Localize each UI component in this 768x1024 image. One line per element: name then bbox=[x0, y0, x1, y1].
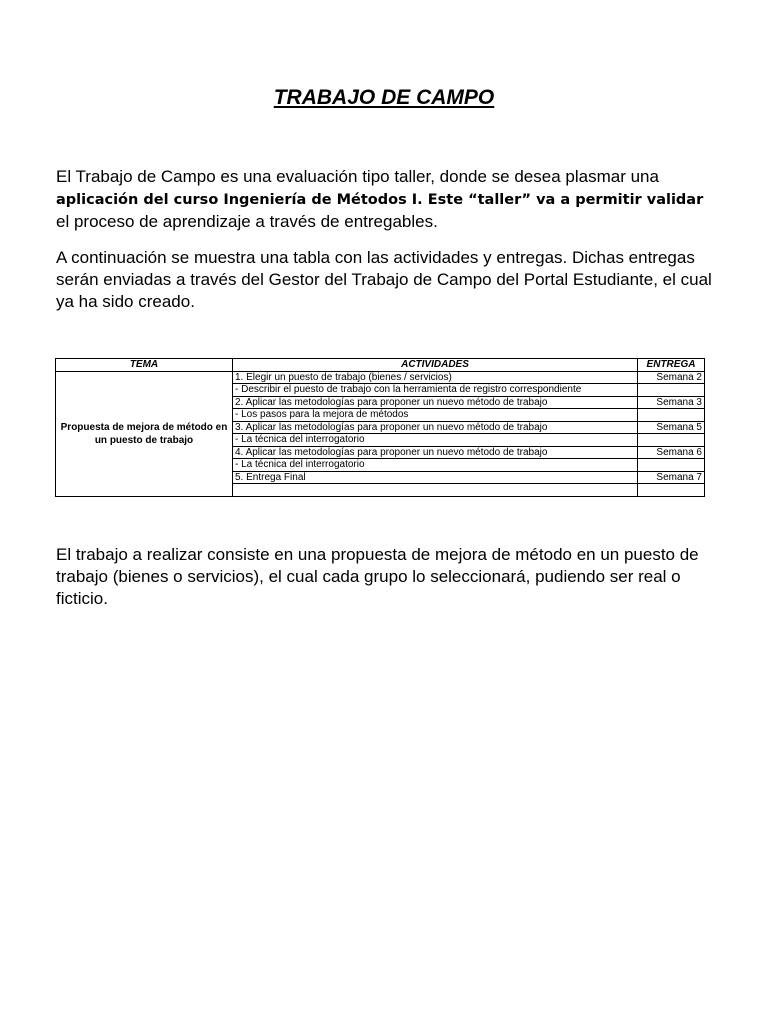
table-row bbox=[56, 371, 705, 384]
tema-cell: Propuesta de mejora de método en un puesto de trabajo bbox=[56, 371, 233, 496]
intro-text-1: El Trabajo de Campo es una evaluación tipo taller, donde se desea plasmar una bbox=[56, 167, 659, 186]
page-title: TRABAJO DE CAMPO bbox=[273, 86, 495, 109]
header-entrega: ENTREGA bbox=[638, 359, 705, 372]
intro-paragraph bbox=[56, 166, 716, 233]
actividad-cell bbox=[233, 484, 638, 497]
entrega-cell bbox=[638, 409, 705, 422]
closing-paragraph: El trabajo a realizar consiste en una propuesta de mejora de método en un puesto de trabajo (bienes o servicios), el cual cada grupo lo seleccionará, pudiendo ser real o ficticio. bbox=[56, 545, 699, 608]
entrega-cell bbox=[638, 459, 705, 472]
entrega-cell bbox=[638, 384, 705, 397]
actividad-cell: - La técnica del interrogatorio bbox=[233, 434, 638, 447]
entrega-cell: Semana 2 bbox=[638, 371, 705, 384]
actividad-cell: 4. Aplicar las metodologías para proponer un nuevo método de trabajo bbox=[233, 446, 638, 459]
entrega-cell: Semana 7 bbox=[638, 471, 705, 484]
entrega-cell bbox=[638, 434, 705, 447]
header-actividades: ACTIVIDADES bbox=[233, 359, 638, 372]
actividad-cell: - Describir el puesto de trabajo con la herramienta de registro correspondiente bbox=[233, 384, 638, 397]
actividad-cell: 5. Entrega Final bbox=[233, 471, 638, 484]
entrega-cell: Semana 3 bbox=[638, 396, 705, 409]
intro-bold-text: aplicación del curso Ingeniería de Métodos I. Este “taller” va a permitir validar bbox=[56, 192, 704, 208]
table-intro-paragraph: A continuación se muestra una tabla con las actividades y entregas. Dichas entregas serán enviadas a través del Gestor del Trabajo de Campo del Portal Estudiante, el cual ya ha sido creado. bbox=[56, 248, 712, 311]
actividad-cell: 3. Aplicar las metodologías para proponer un nuevo método de trabajo bbox=[233, 421, 638, 434]
intro-text-2: el proceso de aprendizaje a través de entregables. bbox=[56, 212, 438, 231]
entrega-cell: Semana 5 bbox=[638, 421, 705, 434]
entrega-cell: Semana 6 bbox=[638, 446, 705, 459]
actividad-cell: - Los pasos para la mejora de métodos bbox=[233, 409, 638, 422]
entrega-cell bbox=[638, 484, 705, 497]
actividad-cell: 2. Aplicar las metodologías para proponer un nuevo método de trabajo bbox=[233, 396, 638, 409]
table-header-row bbox=[56, 359, 705, 372]
header-tema: TEMA bbox=[56, 359, 233, 372]
actividad-cell: 1. Elegir un puesto de trabajo (bienes / servicios) bbox=[233, 371, 638, 384]
activities-table bbox=[55, 358, 705, 497]
actividad-cell: - La técnica del interrogatorio bbox=[233, 459, 638, 472]
